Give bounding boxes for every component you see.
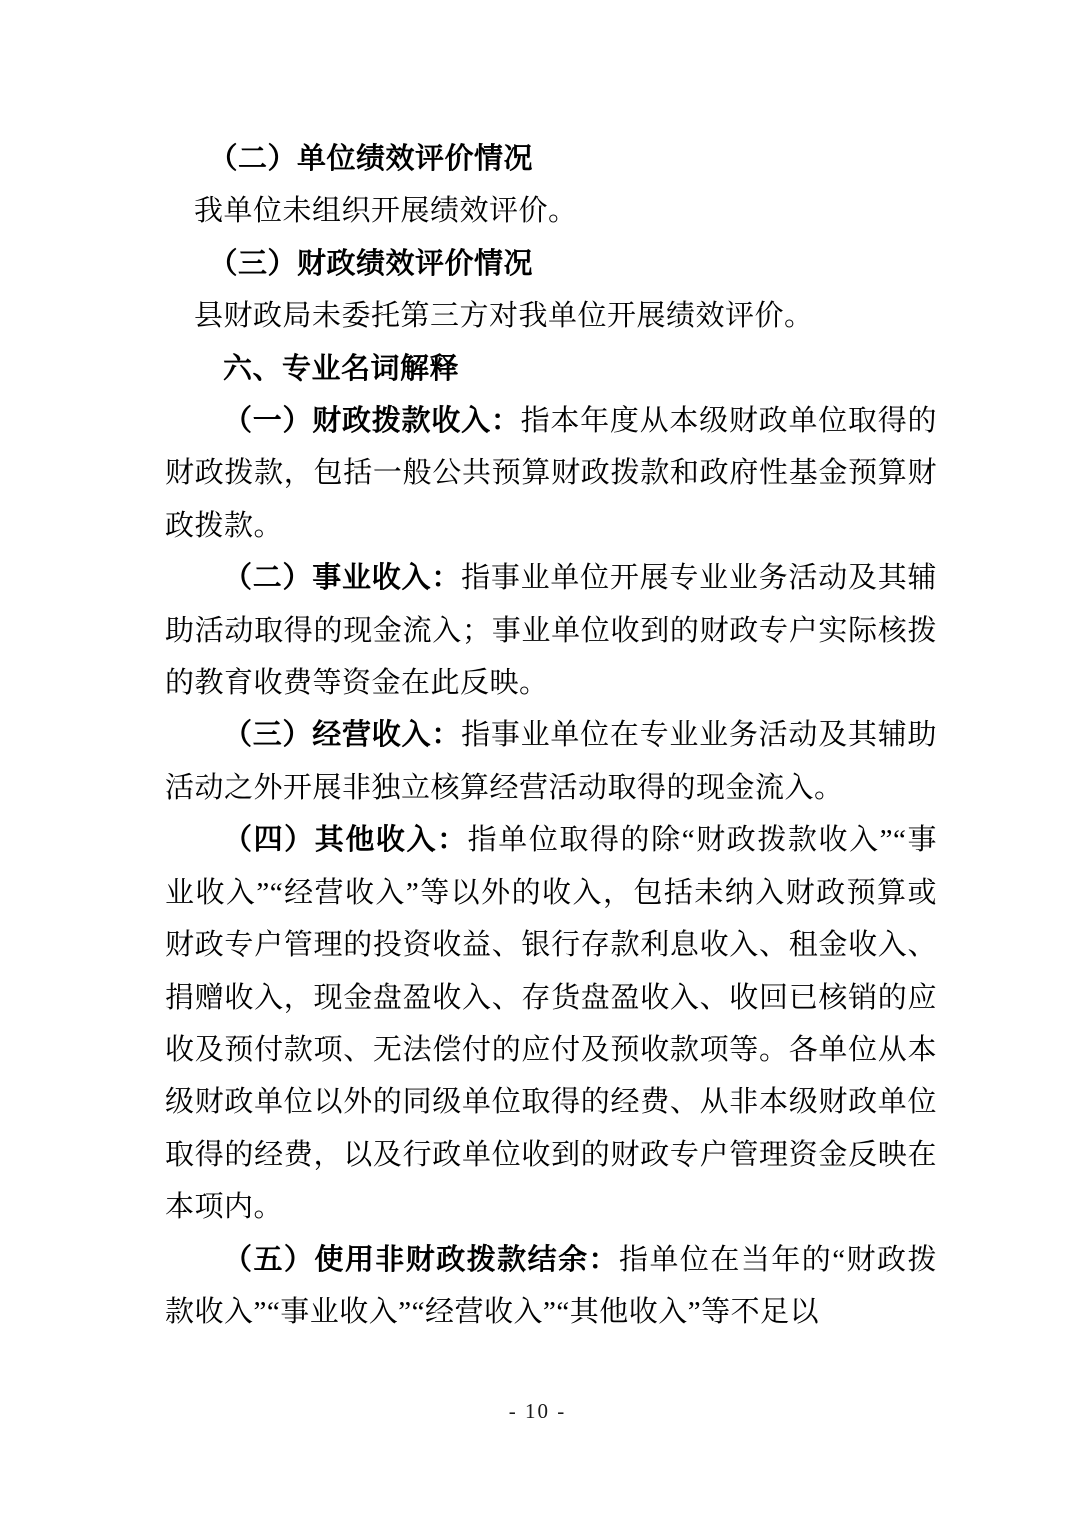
page-footer	[0, 1399, 1075, 1424]
paragraph-lead: （二）事业收入：	[223, 562, 462, 595]
body-paragraph	[165, 185, 937, 237]
paragraph-lead: （二）单位绩效评价情况	[208, 143, 534, 175]
paragraph-lead: （一）财政拨款收入：	[223, 405, 521, 438]
paragraph-lead: 六、专业名词解释	[223, 352, 460, 385]
document-body	[165, 133, 937, 1338]
paragraph-lead: （三）经营收入：	[223, 719, 462, 752]
paragraph-lead: （四）其他收入：	[223, 824, 468, 857]
paragraph-lead: （三）财政绩效评价情况	[208, 247, 534, 280]
heading-paragraph	[165, 238, 937, 290]
paragraph-text: 指单位取得的除“财政拨款收入”“事业收入”“经营收入”等以外的收入，包括未纳入财政预算或财政专户管理的投资收益、银行存款利息收入、租金收入、捐赠收入，现金盘盈收入、存货盘盈收入、收回已核销的应收及预付款项、无法偿付的应付及预收款项等。各单位从本级财政单位以外的同级单位取得的经费、从非本级财政单位取得的经费，以及行政单位收到的财政专户管理资金反映在本项内。	[165, 824, 937, 1224]
paragraph-text: 我单位未组织开展绩效评价。	[194, 195, 578, 228]
term-paragraph	[165, 814, 937, 1233]
term-paragraph	[165, 395, 937, 552]
term-paragraph	[165, 709, 937, 814]
term-paragraph	[165, 1234, 937, 1339]
heading-paragraph	[165, 133, 937, 185]
paragraph-text: 指本年度从本级财政单位取得的财政拨款，包括一般公共预算财政拨款和政府性基金预算财政拨款。	[165, 405, 937, 542]
term-paragraph	[165, 552, 937, 709]
paragraph-text: 县财政局未委托第三方对我单位开展绩效评价。	[194, 300, 814, 333]
paragraph-text: 指事业单位在专业业务活动及其辅助活动之外开展非独立核算经营活动取得的现金流入。	[165, 719, 937, 804]
heading-paragraph	[165, 343, 937, 395]
paragraph-lead: （五）使用非财政拨款结余：	[223, 1243, 619, 1276]
page-number: - 10 -	[508, 1399, 567, 1423]
body-paragraph	[165, 290, 937, 342]
paragraph-text: 指单位在当年的“财政拨款收入”“事业收入”“经营收入”“其他收入”等不足以	[165, 1243, 937, 1328]
paragraph-text: 指事业单位开展专业业务活动及其辅助活动取得的现金流入；事业单位收到的财政专户实际核拨的教育收费等资金在此反映。	[165, 562, 937, 700]
